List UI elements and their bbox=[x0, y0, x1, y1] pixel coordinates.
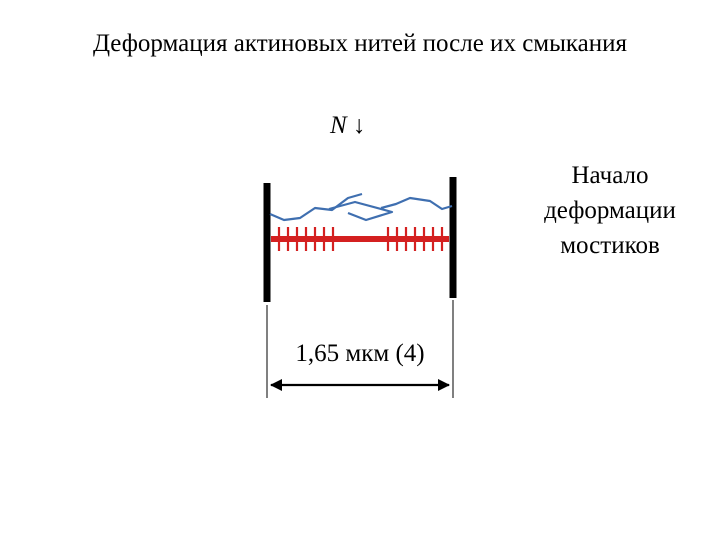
n-symbol: N bbox=[330, 112, 347, 139]
side-note-line-1: Начало bbox=[571, 162, 649, 189]
slide-title: Деформация актиновых нитей после их смыкания bbox=[92, 30, 628, 57]
myosin-heads-left bbox=[279, 227, 333, 251]
side-note-line-3: мостиков bbox=[560, 232, 660, 259]
actin-filament-left bbox=[270, 194, 362, 220]
dimension-arrowhead-right bbox=[438, 379, 450, 391]
myosin-heads-right bbox=[388, 227, 442, 251]
sarcomere-length-label: 1,65 мкм (4) bbox=[295, 340, 425, 367]
side-note-line-2: деформации bbox=[544, 197, 676, 224]
dimension-arrowhead-left bbox=[270, 379, 282, 391]
down-arrow-icon: ↓ bbox=[352, 112, 366, 139]
actin-filament-right bbox=[381, 198, 452, 209]
